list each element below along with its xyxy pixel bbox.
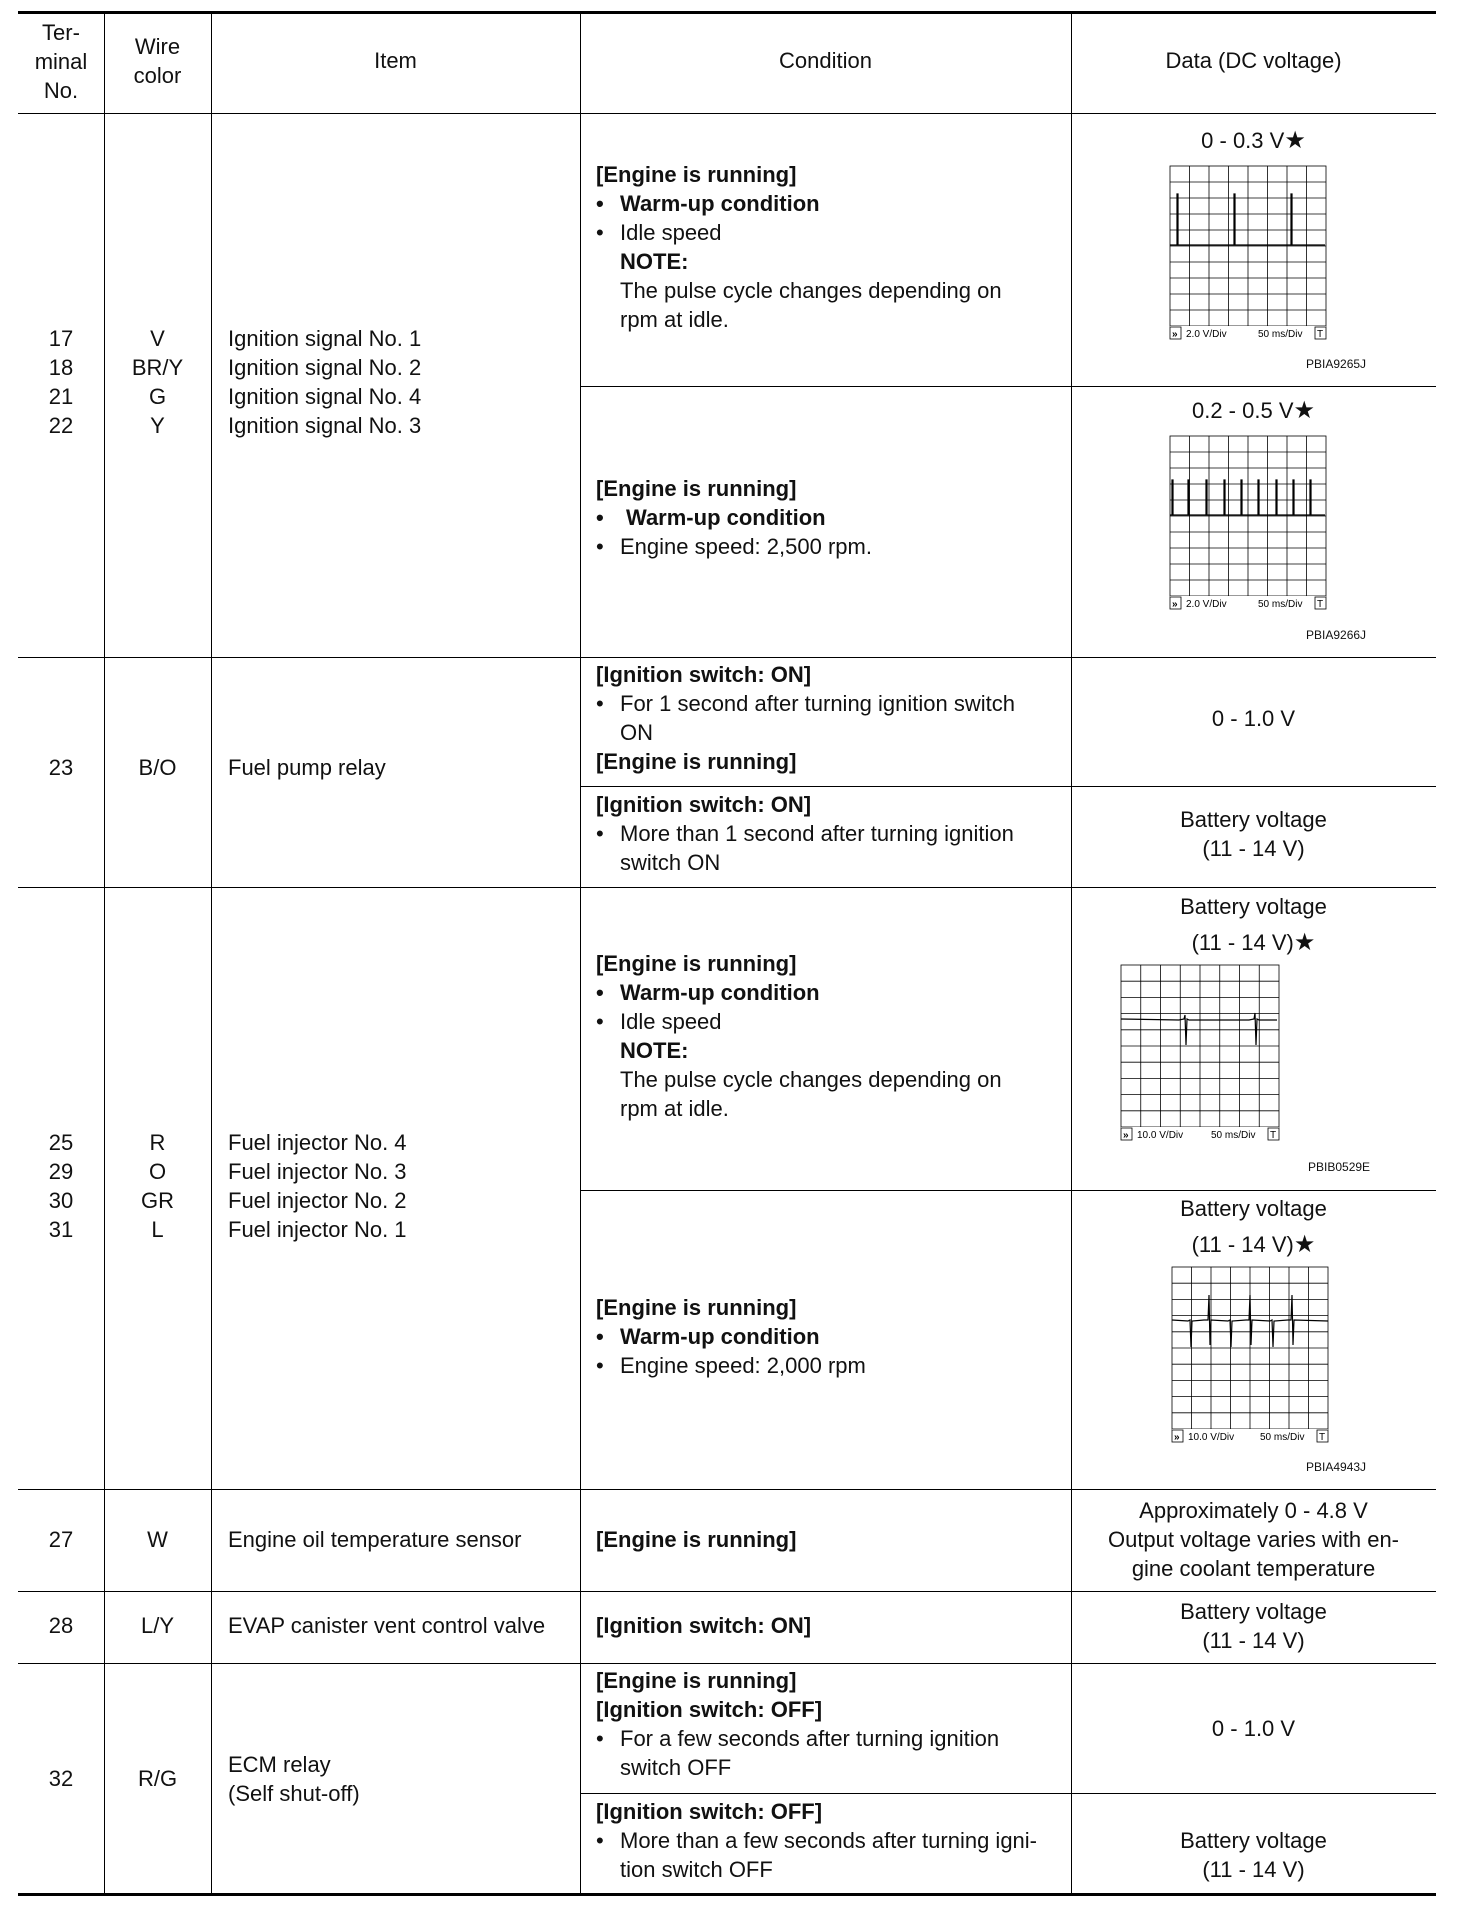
star-icon: ★ — [1293, 397, 1316, 424]
condition-bullet — [596, 218, 1066, 247]
inj-condition-idle — [596, 949, 1066, 1123]
evap-terminal: 28 — [48, 1613, 74, 1638]
bullet-text: For 1 second after turning ignition switch — [620, 691, 1015, 716]
item-label: ECM relay — [228, 1752, 331, 1777]
row-divider — [18, 1663, 1436, 1664]
ign-voltage-2500 — [1071, 396, 1436, 425]
condition-bullet — [596, 532, 1066, 561]
condition-heading: [Engine is running] — [596, 749, 797, 774]
fuelpump-condition-1 — [596, 660, 1066, 776]
terminal-number: 22 — [48, 413, 74, 438]
oscilloscope-waveform-ign-idle — [1168, 164, 1334, 346]
terminal-number: 21 — [48, 384, 74, 409]
star-icon: ★ — [1293, 929, 1316, 956]
ign-voltage-idle — [1071, 126, 1436, 155]
item-label: Ignition signal No. 2 — [228, 355, 422, 380]
item-label: (Self shut-off) — [228, 1781, 360, 1806]
ecm-voltage-2 — [1071, 1826, 1436, 1884]
bullet-mark: • — [596, 1009, 604, 1034]
bullet-text: switch ON — [620, 850, 721, 875]
condition-bullet — [596, 819, 1066, 848]
note-label: NOTE: — [620, 249, 689, 274]
terminal-number: 30 — [48, 1188, 74, 1213]
ecm-condition-2 — [596, 1797, 1066, 1884]
star-icon: ★ — [1293, 1231, 1316, 1258]
scope-time-scale: 50 ms/Div — [1260, 1432, 1305, 1443]
header-wire — [104, 32, 211, 90]
ecm-terminal: 32 — [48, 1766, 74, 1791]
bullet-mark: • — [596, 1828, 604, 1853]
oil-voltage — [1071, 1496, 1436, 1583]
wire-color: GR — [141, 1188, 174, 1213]
row-divider — [18, 657, 1436, 658]
item-label: Fuel injector No. 1 — [228, 1217, 407, 1242]
terminal-number: 31 — [48, 1217, 74, 1242]
bullet-mark: • — [596, 191, 604, 216]
condition-heading: [Ignition switch: ON] — [596, 792, 812, 817]
terminal-number: 18 — [48, 355, 74, 380]
probe-arrow-icon: » — [1172, 599, 1178, 610]
oil-wire: W — [147, 1527, 168, 1552]
oil-condition: [Engine is running] — [596, 1527, 797, 1552]
item-label: Fuel injector No. 2 — [228, 1188, 407, 1213]
voltage-value: 0.2 - 0.5 V — [1191, 398, 1294, 423]
bullet-mark: • — [596, 505, 604, 530]
probe-arrow-icon: » — [1172, 329, 1178, 340]
row-divider — [580, 1190, 1436, 1191]
row-divider — [18, 1591, 1436, 1592]
ecm-item — [228, 1750, 578, 1808]
ecm-condition-1 — [596, 1666, 1066, 1782]
ign-wires — [104, 324, 211, 440]
star-icon: ★ — [1284, 127, 1306, 154]
condition-heading: [Engine is running] — [596, 1668, 797, 1693]
condition-heading: [Engine is running] — [596, 476, 797, 501]
evap-item: EVAP canister vent control valve — [228, 1613, 546, 1638]
condition-heading: [Ignition switch: OFF] — [596, 1799, 823, 1824]
header-terminal-line: Ter- — [42, 20, 80, 45]
note-text: The pulse cycle changes depending on — [620, 278, 1002, 303]
condition-heading: [Ignition switch: OFF] — [596, 1697, 823, 1722]
ign-items — [228, 324, 578, 440]
scope-time-scale: 50 ms/Div — [1258, 329, 1303, 340]
inj-items — [228, 1128, 578, 1244]
scope-grid — [1170, 436, 1326, 596]
scope-grid — [1172, 1267, 1328, 1429]
inj-terminals — [18, 1128, 104, 1244]
waveform-trace — [1170, 480, 1325, 515]
header-rule — [18, 113, 1436, 114]
bullet-mark: • — [596, 1324, 604, 1349]
note-text: rpm at idle. — [620, 307, 729, 332]
ecm-voltage-1: 0 - 1.0 V — [1211, 1716, 1296, 1741]
wire-color: V — [150, 326, 165, 351]
bullet-text: ON — [620, 720, 653, 745]
row-divider — [18, 887, 1436, 888]
condition-bullet — [596, 1826, 1066, 1855]
figure-ref: PBIB0529E — [1308, 1160, 1371, 1174]
column-divider — [580, 11, 581, 1894]
probe-arrow-icon: » — [1174, 1432, 1180, 1443]
terminal-number: 25 — [48, 1130, 74, 1155]
note-text: rpm at idle. — [620, 1096, 729, 1121]
condition-bullet — [596, 1007, 1066, 1036]
condition-heading: [Engine is running] — [596, 162, 797, 187]
condition-heading: [Engine is running] — [596, 1295, 797, 1320]
evap-wire: L/Y — [140, 1613, 175, 1638]
voltage-range: (11 - 14 V) — [1191, 1232, 1294, 1257]
header-terminal-line: No. — [43, 78, 79, 103]
fuelpump-wire: B/O — [138, 755, 177, 780]
header-item: Item — [374, 48, 417, 73]
oscilloscope-waveform-inj-2000 — [1170, 1265, 1336, 1449]
bullet-text: Warm-up condition — [626, 505, 826, 530]
wire-color: BR/Y — [131, 355, 184, 380]
voltage-value: Battery voltage — [1180, 807, 1327, 832]
wire-color: L — [151, 1217, 164, 1242]
scope-time-scale: 50 ms/Div — [1211, 1130, 1256, 1141]
condition-bullet — [596, 1724, 1066, 1753]
bullet-mark: • — [596, 691, 604, 716]
voltage-value: Battery voltage — [1180, 894, 1327, 919]
inj-condition-2000 — [596, 1293, 1066, 1380]
wire-color: G — [148, 384, 167, 409]
evap-voltage — [1071, 1597, 1436, 1655]
scope-trigger-label: T — [1319, 1432, 1326, 1443]
condition-heading: [Ignition switch: ON] — [596, 662, 812, 687]
scope-trigger-label: T — [1317, 329, 1324, 340]
waveform-trace — [1170, 194, 1325, 245]
bullet-text: More than 1 second after turning ignition — [620, 821, 1014, 846]
scope-volt-scale: 2.0 V/Div — [1186, 329, 1227, 340]
condition-bullet — [596, 978, 1066, 1007]
wire-color: O — [148, 1159, 167, 1184]
probe-arrow-icon: » — [1123, 1130, 1129, 1141]
ign-condition-idle — [596, 160, 1066, 334]
oil-item: Engine oil temperature sensor — [228, 1527, 522, 1552]
bullet-text: Warm-up condition — [620, 191, 820, 216]
fuelpump-terminal: 23 — [48, 755, 74, 780]
figure-ref: PBIA9265J — [1306, 357, 1367, 371]
voltage-value: 0 - 0.3 V — [1201, 128, 1285, 153]
table-top-rule — [18, 11, 1436, 14]
condition-bullet — [596, 503, 1066, 532]
fuelpump-voltage-2 — [1071, 805, 1436, 863]
header-wire-line: color — [133, 63, 182, 88]
inj-voltage-2000 — [1071, 1194, 1436, 1259]
table-bottom-rule — [18, 1893, 1436, 1896]
evap-condition: [Ignition switch: ON] — [596, 1613, 812, 1638]
header-terminal — [18, 18, 104, 105]
condition-bullet — [596, 689, 1066, 718]
oil-terminal: 27 — [48, 1527, 74, 1552]
row-divider — [580, 1793, 1436, 1794]
fuelpump-condition-2 — [596, 790, 1066, 877]
scope-grid — [1170, 166, 1326, 326]
inj-wires — [104, 1128, 211, 1244]
fuelpump-voltage-1: 0 - 1.0 V — [1211, 706, 1296, 731]
bullet-text: Engine speed: 2,500 rpm. — [620, 534, 872, 559]
wire-color: R — [149, 1130, 166, 1155]
wire-color: Y — [150, 413, 165, 438]
bullet-text: switch OFF — [620, 1755, 732, 1780]
note-label: NOTE: — [620, 1038, 689, 1063]
scope-trigger-label: T — [1317, 599, 1324, 610]
ecm-wire: R/G — [137, 1766, 178, 1791]
figure-ref: PBIA4943J — [1306, 1460, 1367, 1474]
row-divider — [580, 786, 1436, 787]
bullet-text: tion switch OFF — [620, 1857, 773, 1882]
column-divider — [211, 11, 212, 1894]
item-label: Fuel injector No. 3 — [228, 1159, 407, 1184]
header-terminal-line: minal — [34, 49, 88, 74]
voltage-value: Battery voltage — [1180, 1196, 1327, 1221]
condition-bullet — [596, 1322, 1066, 1351]
voltage-range: (11 - 14 V) — [1202, 1857, 1305, 1882]
note-text: The pulse cycle changes depending on — [620, 1067, 1002, 1092]
bullet-text: Idle speed — [620, 220, 722, 245]
bullet-text: Warm-up condition — [620, 980, 820, 1005]
header-data: Data (DC voltage) — [1165, 48, 1342, 73]
fuelpump-item: Fuel pump relay — [228, 755, 386, 780]
item-label: Ignition signal No. 3 — [228, 413, 422, 438]
bullet-text: Idle speed — [620, 1009, 722, 1034]
condition-bullet — [596, 1351, 1066, 1380]
ign-terminals — [18, 324, 104, 440]
voltage-range: (11 - 14 V) — [1202, 1628, 1305, 1653]
voltage-note: gine coolant temperature — [1131, 1556, 1376, 1581]
waveform-trace — [1121, 1013, 1277, 1045]
inj-voltage-idle — [1071, 892, 1436, 957]
bullet-text: Engine speed: 2,000 rpm — [620, 1353, 866, 1378]
voltage-range: (11 - 14 V) — [1202, 836, 1305, 861]
bullet-text: Warm-up condition — [620, 1324, 820, 1349]
bullet-text: For a few seconds after turning ignition — [620, 1726, 1000, 1751]
bullet-mark: • — [596, 821, 604, 846]
header-condition: Condition — [779, 48, 872, 73]
bullet-mark: • — [596, 1353, 604, 1378]
condition-bullet — [596, 189, 1066, 218]
oscilloscope-waveform-ign-2500 — [1168, 434, 1334, 616]
scope-grid — [1121, 965, 1279, 1127]
scope-volt-scale: 2.0 V/Div — [1186, 599, 1227, 610]
condition-heading: [Engine is running] — [596, 951, 797, 976]
bullet-mark: • — [596, 534, 604, 559]
voltage-value: Battery voltage — [1180, 1599, 1327, 1624]
voltage-value: Approximately 0 - 4.8 V — [1139, 1498, 1368, 1523]
terminal-number: 29 — [48, 1159, 74, 1184]
bullet-text: More than a few seconds after turning igni- — [620, 1828, 1038, 1853]
ign-condition-2500 — [596, 474, 1066, 561]
item-label: Ignition signal No. 4 — [228, 384, 422, 409]
row-divider — [18, 1489, 1436, 1490]
header-wire-line: Wire — [134, 34, 181, 59]
voltage-value: Battery voltage — [1180, 1828, 1327, 1853]
item-label: Ignition signal No. 1 — [228, 326, 422, 351]
scope-trigger-label: T — [1270, 1130, 1277, 1141]
bullet-mark: • — [596, 980, 604, 1005]
terminal-number: 17 — [48, 326, 74, 351]
scope-volt-scale: 10.0 V/Div — [1137, 1130, 1184, 1141]
row-divider — [580, 386, 1436, 387]
bullet-mark: • — [596, 1726, 604, 1751]
figure-ref: PBIA9266J — [1306, 628, 1367, 642]
oscilloscope-waveform-inj-idle — [1119, 963, 1287, 1147]
item-label: Fuel injector No. 4 — [228, 1130, 407, 1155]
bullet-mark: • — [596, 220, 604, 245]
scope-volt-scale: 10.0 V/Div — [1188, 1432, 1235, 1443]
scope-time-scale: 50 ms/Div — [1258, 599, 1303, 610]
voltage-note: Output voltage varies with en- — [1107, 1527, 1400, 1552]
voltage-range: (11 - 14 V) — [1191, 930, 1294, 955]
